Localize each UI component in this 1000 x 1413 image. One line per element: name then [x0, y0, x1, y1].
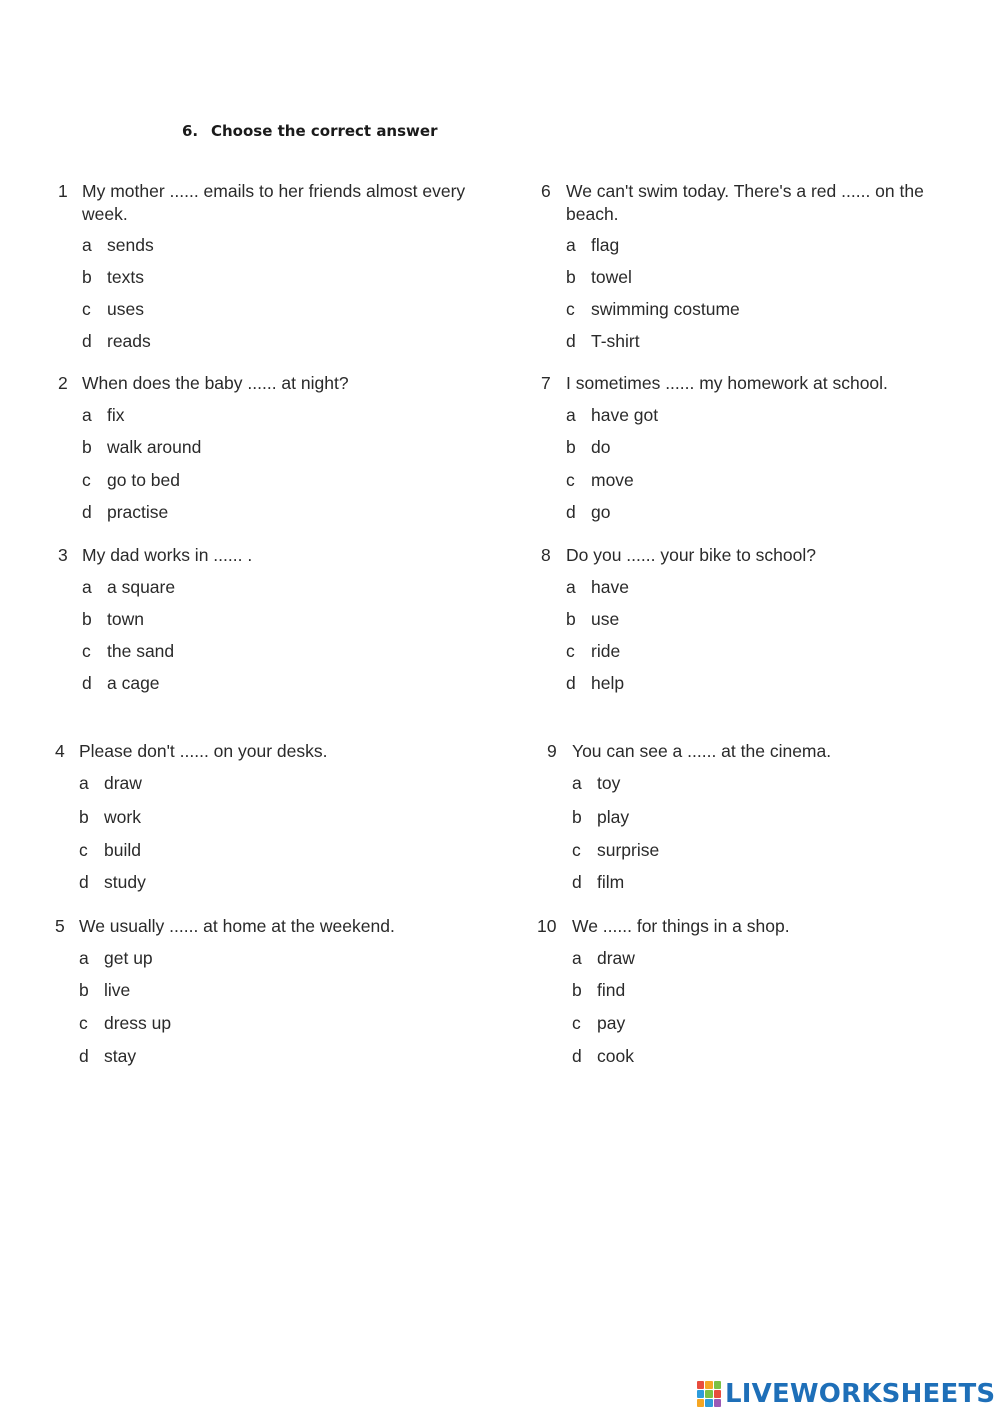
question-stem — [58, 372, 488, 395]
option-letter: c — [82, 641, 91, 661]
question-text: I sometimes ...... my homework at school. — [566, 373, 888, 393]
option-d[interactable] — [566, 501, 610, 523]
option-text: flag — [591, 235, 620, 255]
option-text: sends — [107, 235, 154, 255]
option-c[interactable] — [79, 1012, 171, 1034]
question-number: 8 — [541, 545, 551, 565]
option-d[interactable] — [572, 1045, 634, 1067]
option-text: towel — [591, 267, 632, 287]
option-b[interactable] — [79, 806, 141, 828]
option-letter: c — [566, 299, 575, 319]
question-text: We usually ...... at home at the weekend. — [79, 916, 395, 936]
option-d[interactable] — [566, 330, 640, 352]
option-letter: d — [572, 872, 582, 892]
option-text: cook — [597, 1046, 634, 1066]
question-stem — [55, 740, 485, 763]
option-letter: d — [79, 1046, 89, 1066]
option-letter: b — [572, 980, 582, 1000]
option-text: reads — [107, 331, 151, 351]
option-b[interactable] — [566, 436, 610, 458]
option-c[interactable] — [572, 1012, 625, 1034]
option-text: have got — [591, 405, 659, 425]
option-letter: b — [79, 980, 89, 1000]
option-text: texts — [107, 267, 144, 287]
exercise-number: 6. — [182, 122, 199, 140]
option-letter: b — [82, 609, 92, 629]
option-letter: c — [82, 470, 91, 490]
option-text: practise — [107, 502, 169, 522]
question-text: We can't swim today. There's a red ...... on the beach. — [566, 181, 924, 224]
question-6 — [541, 180, 951, 351]
question-number: 9 — [547, 741, 557, 761]
option-d[interactable] — [82, 672, 160, 694]
option-letter: c — [82, 299, 91, 319]
option-text: build — [104, 840, 141, 860]
option-text: dress up — [104, 1013, 172, 1033]
option-text: toy — [597, 773, 621, 793]
question-number: 10 — [537, 916, 557, 936]
option-letter: d — [572, 1046, 582, 1066]
question-stem — [541, 372, 951, 395]
option-d[interactable] — [82, 330, 151, 352]
question-stem — [58, 544, 488, 567]
option-d[interactable] — [79, 1045, 136, 1067]
option-text: fix — [107, 405, 125, 425]
option-text: live — [104, 980, 131, 1000]
option-letter: d — [82, 502, 92, 522]
option-letter: c — [572, 1013, 581, 1033]
liveworksheets-logo[interactable] — [697, 1377, 995, 1411]
question-stem — [58, 180, 488, 226]
question-1 — [58, 180, 488, 351]
option-a[interactable] — [572, 947, 635, 969]
question-number: 2 — [58, 373, 68, 393]
option-text: surprise — [597, 840, 660, 860]
option-letter: c — [79, 1013, 88, 1033]
option-text: play — [597, 807, 630, 827]
option-text: move — [591, 470, 634, 490]
question-5 — [55, 915, 485, 1066]
question-text: We ...... for things in a shop. — [572, 916, 790, 936]
option-letter: c — [566, 641, 575, 661]
option-b[interactable] — [566, 266, 632, 288]
question-7 — [541, 372, 951, 522]
option-letter: c — [572, 840, 581, 860]
option-d[interactable] — [82, 501, 168, 523]
option-letter: b — [572, 807, 582, 827]
option-a[interactable] — [79, 947, 153, 969]
option-letter: a — [566, 577, 576, 597]
question-4 — [55, 740, 485, 892]
question-text: Do you ...... your bike to school? — [566, 545, 816, 565]
option-letter: d — [82, 673, 92, 693]
option-letter: d — [566, 331, 576, 351]
option-letter: d — [566, 502, 576, 522]
question-9 — [547, 740, 957, 892]
question-number: 6 — [541, 181, 551, 201]
option-text: ride — [591, 641, 621, 661]
option-letter: a — [566, 235, 576, 255]
question-text: My dad works in ...... . — [82, 545, 253, 565]
question-text: You can see a ...... at the cinema. — [572, 741, 832, 761]
question-text: When does the baby ...... at night? — [82, 373, 349, 393]
question-2 — [58, 372, 488, 522]
option-c[interactable] — [82, 298, 144, 320]
option-c[interactable] — [82, 469, 180, 491]
question-stem — [541, 544, 951, 567]
option-letter: b — [566, 609, 576, 629]
option-text: help — [591, 673, 625, 693]
question-stem — [547, 740, 957, 763]
option-c[interactable] — [572, 839, 659, 861]
option-text: work — [104, 807, 141, 827]
option-d[interactable] — [79, 871, 146, 893]
option-letter: d — [79, 872, 89, 892]
option-a[interactable] — [82, 404, 125, 426]
option-text: go to bed — [107, 470, 180, 490]
question-number: 7 — [541, 373, 551, 393]
option-text: uses — [107, 299, 144, 319]
option-b[interactable] — [82, 608, 144, 630]
question-3 — [58, 544, 488, 693]
option-text: walk around — [107, 437, 202, 457]
liveworksheets-logo-icon — [697, 1381, 721, 1407]
option-c[interactable] — [82, 640, 174, 662]
option-text: swimming costume — [591, 299, 740, 319]
question-number: 5 — [55, 916, 65, 936]
option-text: find — [597, 980, 626, 1000]
option-letter: a — [572, 773, 582, 793]
option-d[interactable] — [566, 672, 624, 694]
option-a[interactable] — [82, 234, 154, 256]
option-text: get up — [104, 948, 153, 968]
logo-text: LIVEWORKSHEETS — [725, 1379, 996, 1409]
option-text: do — [591, 437, 611, 457]
option-c[interactable] — [566, 640, 620, 662]
option-b[interactable] — [79, 979, 130, 1001]
option-a[interactable] — [566, 576, 629, 598]
option-letter: d — [566, 673, 576, 693]
option-letter: c — [79, 840, 88, 860]
option-letter: a — [566, 405, 576, 425]
option-letter: b — [82, 267, 92, 287]
option-b[interactable] — [572, 979, 625, 1001]
option-a[interactable] — [82, 576, 175, 598]
question-10 — [537, 915, 957, 1066]
option-text: pay — [597, 1013, 626, 1033]
option-a[interactable] — [566, 234, 619, 256]
question-8 — [541, 544, 951, 693]
option-letter: a — [572, 948, 582, 968]
option-letter: a — [82, 405, 92, 425]
option-text: a cage — [107, 673, 160, 693]
exercise-title: Choose the correct answer — [211, 122, 438, 140]
option-text: stay — [104, 1046, 137, 1066]
option-letter: a — [82, 235, 92, 255]
option-c[interactable] — [79, 839, 141, 861]
question-number: 1 — [58, 181, 68, 201]
option-text: go — [591, 502, 611, 522]
option-text: film — [597, 872, 625, 892]
option-letter: a — [79, 773, 89, 793]
option-text: draw — [597, 948, 635, 968]
option-b[interactable] — [82, 436, 201, 458]
option-letter: a — [79, 948, 89, 968]
option-text: use — [591, 609, 620, 629]
question-stem — [541, 180, 951, 226]
option-d[interactable] — [572, 871, 624, 893]
option-c[interactable] — [566, 469, 634, 491]
option-letter: a — [82, 577, 92, 597]
option-text: town — [107, 609, 144, 629]
question-stem — [537, 915, 957, 938]
option-text: T-shirt — [591, 331, 640, 351]
option-b[interactable] — [572, 806, 629, 828]
question-number: 4 — [55, 741, 65, 761]
option-c[interactable] — [566, 298, 740, 320]
option-letter: d — [82, 331, 92, 351]
option-text: study — [104, 872, 146, 892]
option-a[interactable] — [79, 772, 142, 794]
option-text: have — [591, 577, 629, 597]
option-a[interactable] — [572, 772, 620, 794]
question-stem — [55, 915, 485, 938]
option-letter: b — [79, 807, 89, 827]
option-letter: b — [566, 267, 576, 287]
option-b[interactable] — [82, 266, 144, 288]
option-a[interactable] — [566, 404, 658, 426]
option-text: a square — [107, 577, 176, 597]
option-text: the sand — [107, 641, 175, 661]
option-b[interactable] — [566, 608, 619, 630]
question-text: Please don't ...... on your desks. — [79, 741, 328, 761]
option-text: draw — [104, 773, 142, 793]
option-letter: b — [566, 437, 576, 457]
question-text: My mother ...... emails to her friends almost every week. — [82, 181, 466, 224]
exercise-heading — [182, 122, 437, 140]
option-letter: b — [82, 437, 92, 457]
option-letter: c — [566, 470, 575, 490]
question-number: 3 — [58, 545, 68, 565]
